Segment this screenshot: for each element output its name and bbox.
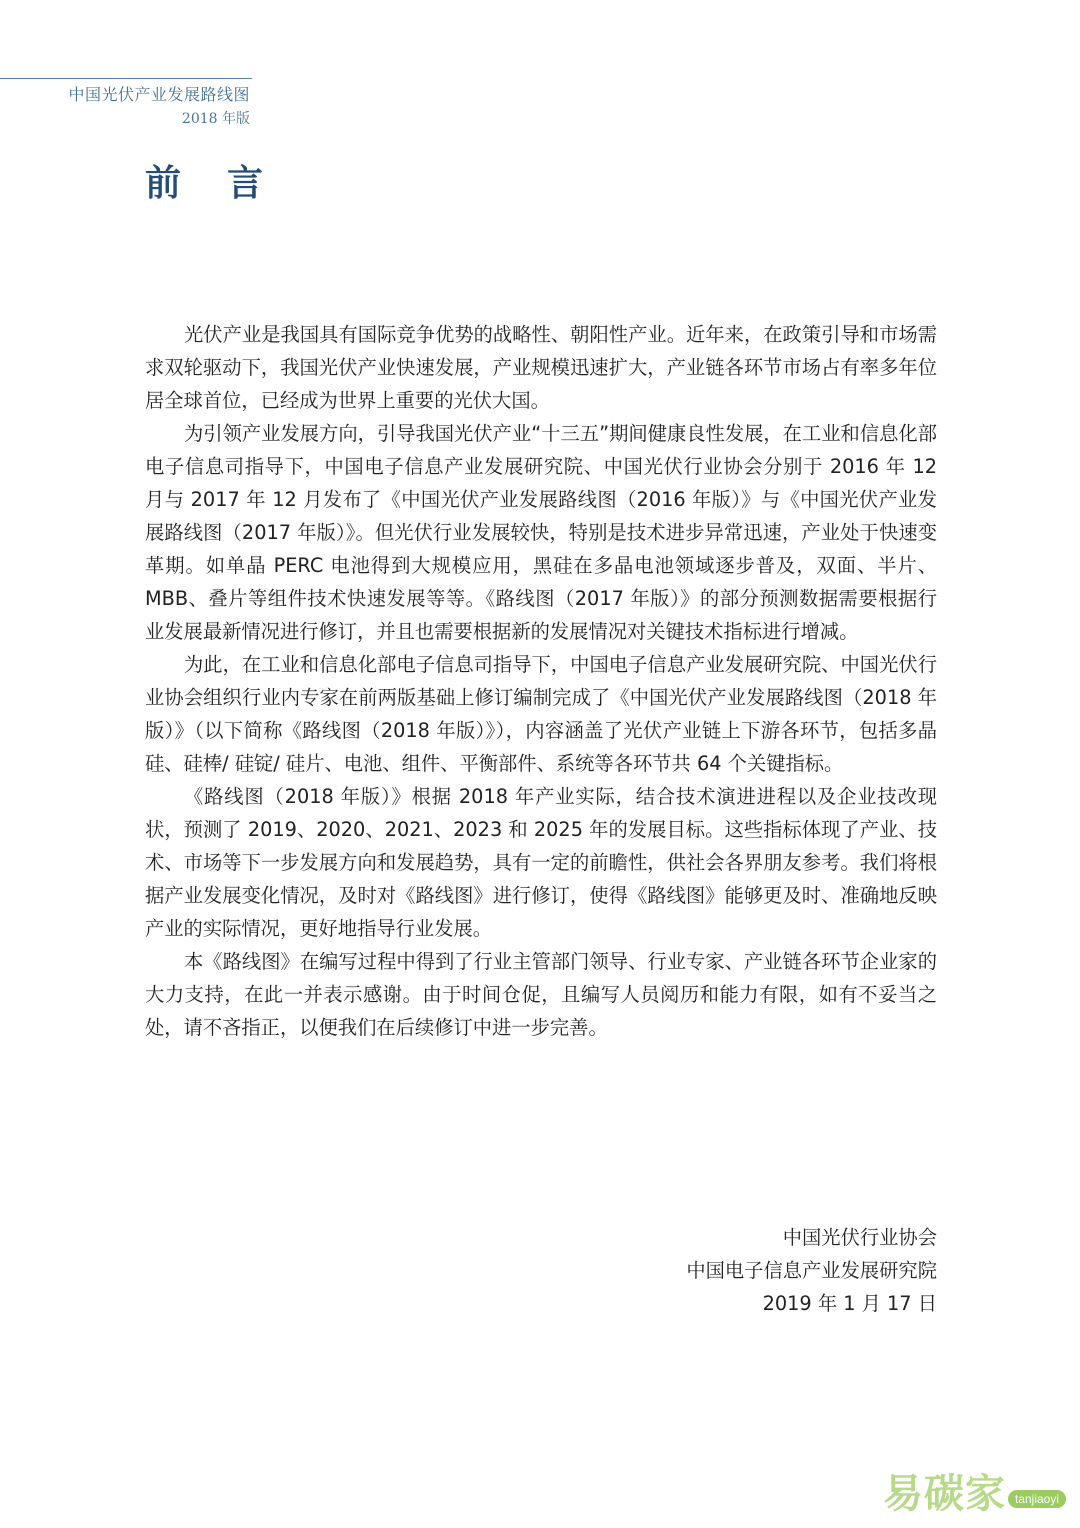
page-title: 前言 — [145, 163, 310, 204]
preface-body — [145, 318, 937, 1044]
signature-block — [686, 1221, 937, 1320]
watermark-logo-text: 易碳家 — [882, 1470, 1006, 1517]
paragraph-5: 本《路线图》在编写过程中得到了行业主管部门领导、行业专家、产业链各环节企业家的大力支持，在此一并表示感谢。由于时间仓促，且编写人员阅历和能力有限，如有不妥当之处，请不吝指正，以便我们在后续修订中进一步完善。 — [145, 950, 937, 1039]
signature-org-1: 中国光伏行业协会 — [782, 1226, 937, 1249]
header-rule — [0, 78, 252, 79]
watermark-domain-badge: tanjiaoyi — [1008, 1490, 1066, 1508]
running-header-edition: 2018 年版 — [181, 111, 250, 127]
paragraph-2: 为引领产业发展方向，引导我国光伏产业“十三五”期间健康良性发展，在工业和信息化部电子信息司指导下，中国电子信息产业发展研究院、中国光伏行业协会分别于 2016 年 12 月与 2017 年 12 月发布了《中国光伏产业发展路线图（2016 年版）》与《中国光伏产业发展路线图（2017 年版）》。但光伏行业发展较快，特别是技术进步异常迅速，产业处于快速变革期。如单晶 PERC 电池得到大规模应用，黑硅在多晶电池领域逐步普及，双面、半片、MBB、叠片等组件技术快速发展等等。《路线图（2017 年版）》的部分预测数据需要根据行业发展最新情况进行修订，并且也需要根据新的发展情况对关键技术指标进行增减。 — [145, 422, 937, 643]
signature-org-2: 中国电子信息产业发展研究院 — [686, 1259, 937, 1282]
running-header-title: 中国光伏产业发展路线图 — [68, 85, 250, 104]
paragraph-1: 光伏产业是我国具有国际竞争优势的战略性、朝阳性产业。近年来，在政策引导和市场需求双轮驱动下，我国光伏产业快速发展，产业规模迅速扩大，产业链各环节市场占有率多年位居全球首位，已经成为世界上重要的光伏大国。 — [145, 323, 937, 412]
signature-date: 2019 年 1 月 17 日 — [762, 1292, 937, 1315]
paragraph-4: 《路线图（2018 年版）》根据 2018 年产业实际，结合技术演进进程以及企业技改现状，预测了 2019、2020、2021、2023 和 2025 年的发展目标。这些指标体现了产业、技术、市场等下一步发展方向和发展趋势，具有一定的前瞻性，供社会各界朋友参考。我们将根据产业发展变化情况，及时对《路线图》进行修订，使得《路线图》能够更及时、准确地反映产业的实际情况，更好地指导行业发展。 — [145, 785, 937, 940]
paragraph-3: 为此，在工业和信息化部电子信息司指导下，中国电子信息产业发展研究院、中国光伏行业协会组织行业内专家在前两版基础上修订编制完成了《中国光伏产业发展路线图（2018 年版）》（以下简称《路线图（2018 年版）》），内容涵盖了光伏产业链上下游各环节，包括多晶硅、硅棒/ 硅锭/ 硅片、电池、组件、平衡部件、系统等各环节共 64 个关键指标。 — [145, 653, 937, 775]
watermark — [883, 1462, 1066, 1518]
